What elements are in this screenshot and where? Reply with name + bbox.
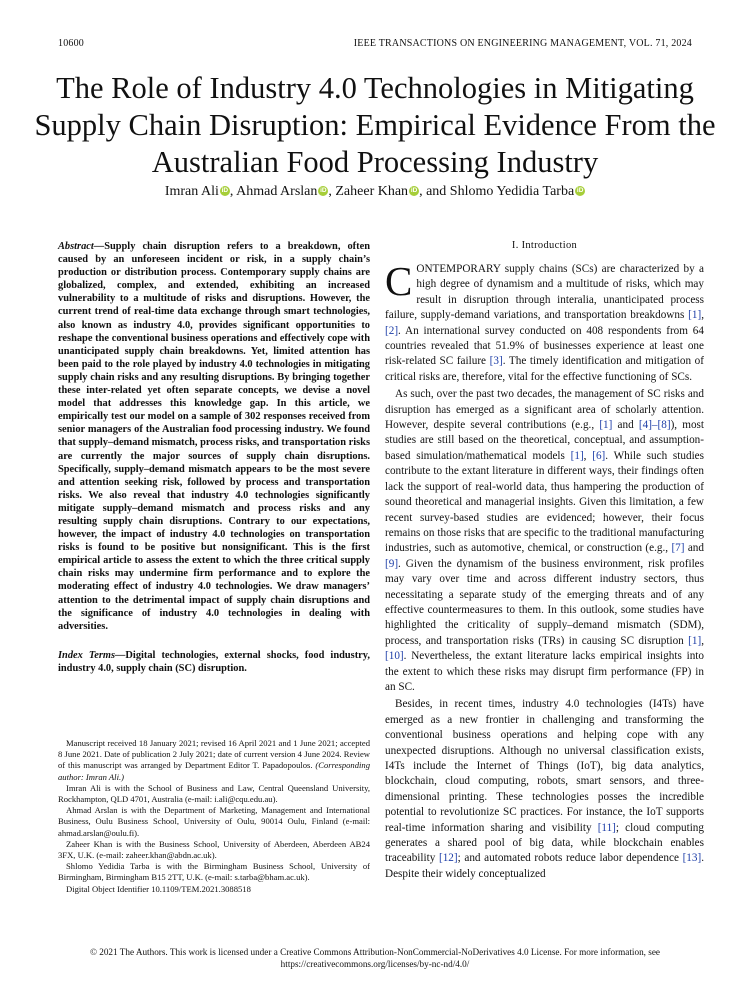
orcid-icon[interactable]: iD — [221, 187, 229, 194]
footnote-affiliation: Shlomo Yedidia Tarba is with the Birmingham Business School, University of Birmingham, Birmingham B15 2TT, U.K. (e-mail: s.tarba@bham.ac.uk). — [58, 861, 370, 883]
orcid-icon[interactable]: iD — [410, 187, 418, 194]
citation-link[interactable]: [10] — [385, 650, 404, 663]
citation-link[interactable]: [2] — [385, 324, 399, 337]
citation-link[interactable]: [4]–[8] — [638, 419, 671, 432]
abstract — [58, 240, 370, 633]
orcid-icon[interactable]: iD — [576, 187, 584, 194]
citation-link[interactable]: [1] — [599, 419, 613, 432]
index-terms-label: Index Terms— — [58, 649, 126, 661]
page-number: 10600 — [58, 38, 84, 49]
author-name: Zaheer Khan — [335, 184, 409, 199]
abstract-text: Supply chain disruption refers to a breakdown, often caused by an unforeseen incident or risk, in a supply chain’s production or distribution process. Contemporary supply chains are globalized, complex, and extended, exhibiting an increased vulnerability to a multitude of risks and disruptions. However, the current trend of real-time data exchange through smart technologies, also known as industry 4.0, provides significant opportunities to reshape the conventional business operations and effectively cope with unanticipated supply chain breakdowns. Yet, limited attention has been paid to the role played by industry 4.0 technologies in mitigating supply chain risks and any resulting disruptions. By bringing together these inter-related yet often separate concepts, we devise a novel model that addresses this knowledge gap. In this article, we empirically test our model on a sample of 302 responses received from senior managers of the Australian food processing industry. We found that supply–demand mismatch, process risks, and transportation risks are currently the major sources of supply chain disruptions. Specifically, supply–demand mismatch appears to be the most severe and attention seeking risk, followed by process and transportation risks. We also reveal that industry 4.0 technologies significantly mitigate supply–demand mismatch and process risks and any resulting supply chain disruptions. Contrary to our expectations, however, the impact of industry 4.0 technologies on transportation risks is found to be positive but nonsignificant. This is the first empirical article to assess the extent to which the three critical supply chain risks may undermine firm performance and to explore the moderating effect of industry 4.0 technologies. We draw managers’ attention to the detrimental impact of supply chain disruptions and the significance of industry 4.0 technologies in dealing with adversities. — [58, 241, 370, 632]
footnote-affiliation: Imran Ali is with the School of Business and Law, Central Queensland University, Rockhampton, QLD 4701, Australia (e-mail: i.ali@cqu.edu.au). — [58, 782, 370, 805]
citation-link[interactable]: [7] — [671, 542, 685, 555]
citation-link[interactable]: [13] — [682, 852, 702, 865]
intro-paragraph: Besides, in recent times, industry 4.0 technologies (I4Ts) have emerged as a new frontier in challenging and transforming the conventional business operations and helping cope with any unexpected disruptions. Although no universal classification exists, I4Ts include the Internet of Things (IoT), big data analytics, blockchain, cloud computing, robots, smart sensors, and three-dimensional printing. These technologies posses the incredible potential to revolutionize SC practices. For instance, the IoT supports real-time information sharing and visibility [11]; cloud computing generates a shared pool of big data, while blockchain enables traceability [12]; and automated robots reduce labor dependence [13]. Despite their widely conceptualized — [385, 698, 704, 880]
citation-link[interactable]: [1] — [688, 634, 702, 647]
intro-paragraph: CONTEMPORARY supply chains (SCs) are characterized by a high degree of dynamism and a multitude of risks, which may result in disruption through interalia, unanticipated process failure, supply-demand variations, and transportation breakdowns [1], [2]. An international survey conducted on 408 respondents from 64 countries revealed that 51.9% of businesses experience at least one risk-related SC failure [3]. The timely identification and mitigation of critical risks are, therefore, vital for the effective functioning of SCs. — [385, 258, 704, 383]
footnote-doi: Digital Object Identifier 10.1109/TEM.2021.3088518 — [66, 883, 251, 894]
author-name: Imran Ali — [164, 184, 219, 199]
drop-cap: C — [385, 258, 413, 304]
left-column — [58, 240, 370, 675]
copyright-notice — [40, 946, 710, 970]
citation-link[interactable]: [1] — [570, 449, 584, 462]
running-header — [58, 38, 692, 49]
author-name: Ahmad Arslan — [236, 184, 318, 199]
footnote-manuscript: Manuscript received 18 January 2021; revised 16 April 2021 and 1 June 2021; accepted 8 June 2021. Date of publication 2 July 2021; date of current version 4 June 2024. Review of this manuscript was arranged by Department Editor T. Papadopoulos. (Corresponding author: Imran Ali.) — [58, 738, 370, 782]
citation-link[interactable]: [12] — [438, 852, 458, 865]
citation-link[interactable]: [11] — [597, 821, 616, 834]
index-terms-text: Digital technologies, external shocks, food industry, industry 4.0, supply chain (SC) disruption. — [58, 649, 370, 674]
paper-title: The Role of Industry 4.0 Technologies in Mitigating Supply Chain Disruption: Empirical Evidence From the Australian Food Processing Industry — [34, 71, 716, 179]
footnotes — [58, 738, 370, 895]
right-column — [385, 240, 704, 882]
citation-link[interactable]: [6] — [592, 449, 606, 462]
orcid-icon[interactable]: iD — [320, 187, 327, 194]
intro-paragraph: As such, over the past two decades, the management of SC risks and disruption has emerged as a significant area of scholarly attention. However, despite several contributions (e.g., [1] and [4]–[8]), most studies are still based on the theoretical, conceptual, and assumption-based simulation/mathematical models [1], [6]. While such studies contribute to the extant literature in different ways, their findings often lack the support of real-world data, thus hampering the production of sound theoretical and managerial insights. Given this limitation, a few recent survey-based studies are evidenced; however, their focus remains on those risks that are specific to the traditional manufacturing industries, such as automotive, chemical, or construction (e.g., [7] and [9]. Given the dynamism of the business environment, risk profiles may vary over time and across different industry sectors, thus necessitating a separate study of the emerging threats and of any effective countermeasures to them. In this outlook, some studies have highlighted the criticality of supply–demand mismatch (SDM), process, and transportation risks (TRs) in causing SC disruption [1], [10]. Nevertheless, the extant literature lacks empirical insights into the extent to which these risks may disrupt firm performance (FP) in an SC. — [385, 388, 705, 693]
index-terms — [58, 649, 370, 675]
citation-link[interactable]: [3] — [489, 355, 503, 368]
abstract-label: Abstract— — [58, 241, 105, 252]
citation-link[interactable]: [1] — [688, 309, 702, 322]
section-heading: I. Introduction — [511, 240, 578, 251]
author-name: Shlomo Yedidia Tarba — [449, 184, 575, 199]
footnote-affiliation: Ahmad Arslan is with the Department of Marketing, Management and International Business, Oulu Business School, University of Oulu, 90014 Oulu, Finland (e-mail: ahmad.arslan@oulu.fi). — [58, 805, 370, 838]
license-url[interactable]: https://creativecommons.org/licenses/by-nc-nd/4.0/ — [280, 959, 470, 969]
citation-link[interactable]: [9] — [385, 557, 399, 570]
footnote-affiliation: Zaheer Khan is with the Business School, University of Aberdeen, Aberdeen AB24 3FX, U.K. (e-mail: zaheer.khan@abdn.ac.uk). — [58, 838, 370, 861]
journal-name: IEEE TRANSACTIONS ON ENGINEERING MANAGEMENT, VOL. 71, 2024 — [353, 38, 692, 49]
author-list: Imran Ali iD , Ahmad Arslan iD , Zaheer Khan iD , and Shlomo Yedidia Tarba iD — [164, 184, 584, 199]
copyright-text: © 2021 The Authors. This work is licensed under a Creative Commons Attribution-NonCommercial-NoDerivatives 4.0 License. For more information, see — [89, 947, 661, 957]
